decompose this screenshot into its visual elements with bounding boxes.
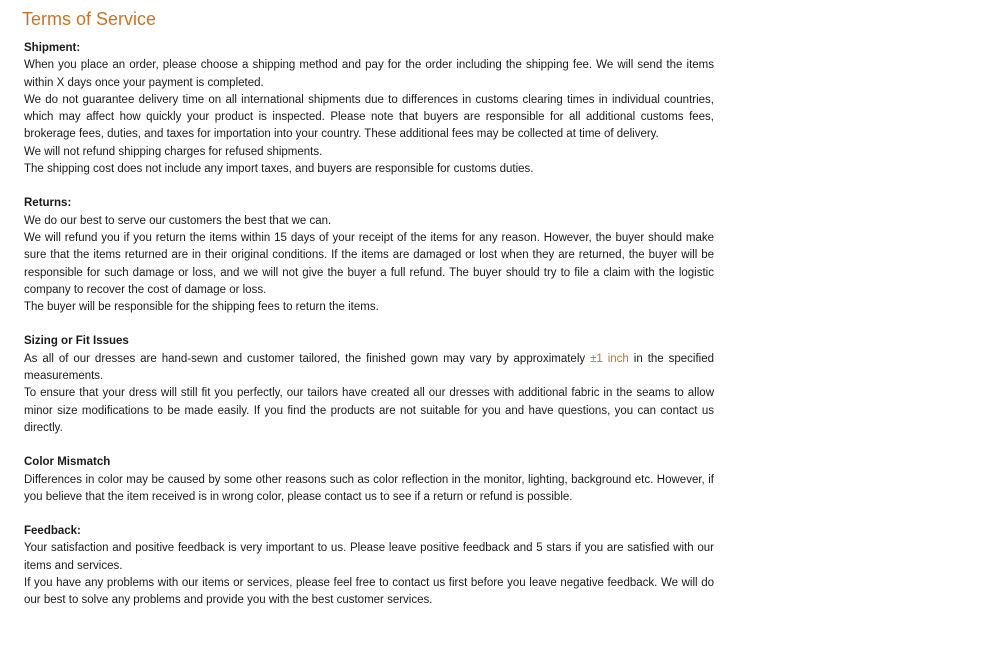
- paragraph: The buyer will be responsible for the shipping fees to return the items.: [24, 301, 379, 314]
- paragraph: We do our best to serve our customers the best that we can.: [24, 214, 332, 227]
- paragraph: Differences in color may be caused by some other reasons such as color reflection in the monitor, lighting, background etc. However, if you believe that the item received is in wrong color, please contact us to see if a return or refund is possible.: [24, 473, 714, 503]
- paragraph: We will refund you if you return the items within 15 days of your receipt of the items for any reason. However, the buyer should make sure that the items returned are in their original conditions. If the items are damaged or lost when they are returned, the buyer will be responsible for such damage or loss, and we will not give the buyer a full refund. The buyer should try to file a claim with the logistic company to recover the cost of damage or loss.: [24, 231, 714, 296]
- section-heading: Returns:: [24, 197, 72, 210]
- paragraph: When you place an order, please choose a shipping method and pay for the order including the shipping fee. We will send the items within X days once your payment is completed.: [24, 59, 714, 89]
- paragraph-text: in the specified measurements.: [24, 352, 715, 383]
- paragraph: We do not guarantee delivery time on all international shipments due to differences in customs clearing times in individual countries, which may affect how quickly your product is inspected. Please note that buyers are responsible for all additional customs fees, brokerage fees, duties, and taxes for importation into your country. These additional fees may be collected at time of delivery.: [24, 93, 714, 141]
- paragraph: Your satisfaction and positive feedback is very important to us. Please leave positive feedback and 5 stars if you are satisfied with our items and services.: [24, 542, 714, 572]
- tolerance-highlight: ±1 inch: [590, 352, 629, 365]
- paragraph: The shipping cost does not include any import taxes, and buyers are responsible for customs duties.: [24, 163, 534, 176]
- page-title: Terms of Service: [22, 9, 157, 29]
- section-sizing: [24, 333, 714, 437]
- section-shipment: [24, 40, 714, 178]
- paragraph: We will not refund shipping charges for refused shipments.: [24, 145, 323, 158]
- paragraph: To ensure that your dress will still fit you perfectly, our tailors have created all our dresses with additional fabric in the seams to allow minor size modifications to be made easily. If you find the products are not suitable for you and have questions, you can contact us directly.: [24, 387, 714, 434]
- section-heading: Sizing or Fit Issues: [24, 335, 129, 348]
- section-heading: Shipment:: [24, 42, 81, 54]
- paragraph: If you have any problems with our items or services, please feel free to contact us first before you leave negative feedback. We will do our best to solve any problems and provide you with the best customer services.: [24, 577, 714, 607]
- section-heading: Feedback:: [24, 525, 81, 538]
- section-heading: Color Mismatch: [24, 456, 111, 469]
- section-color-mismatch: [24, 454, 714, 506]
- section-returns: [24, 195, 714, 316]
- paragraph-text: As all of our dresses are hand-sewn and customer tailored, the finished gown may vary by approximately: [24, 352, 591, 365]
- paragraph: [24, 351, 714, 386]
- section-feedback: [24, 523, 714, 609]
